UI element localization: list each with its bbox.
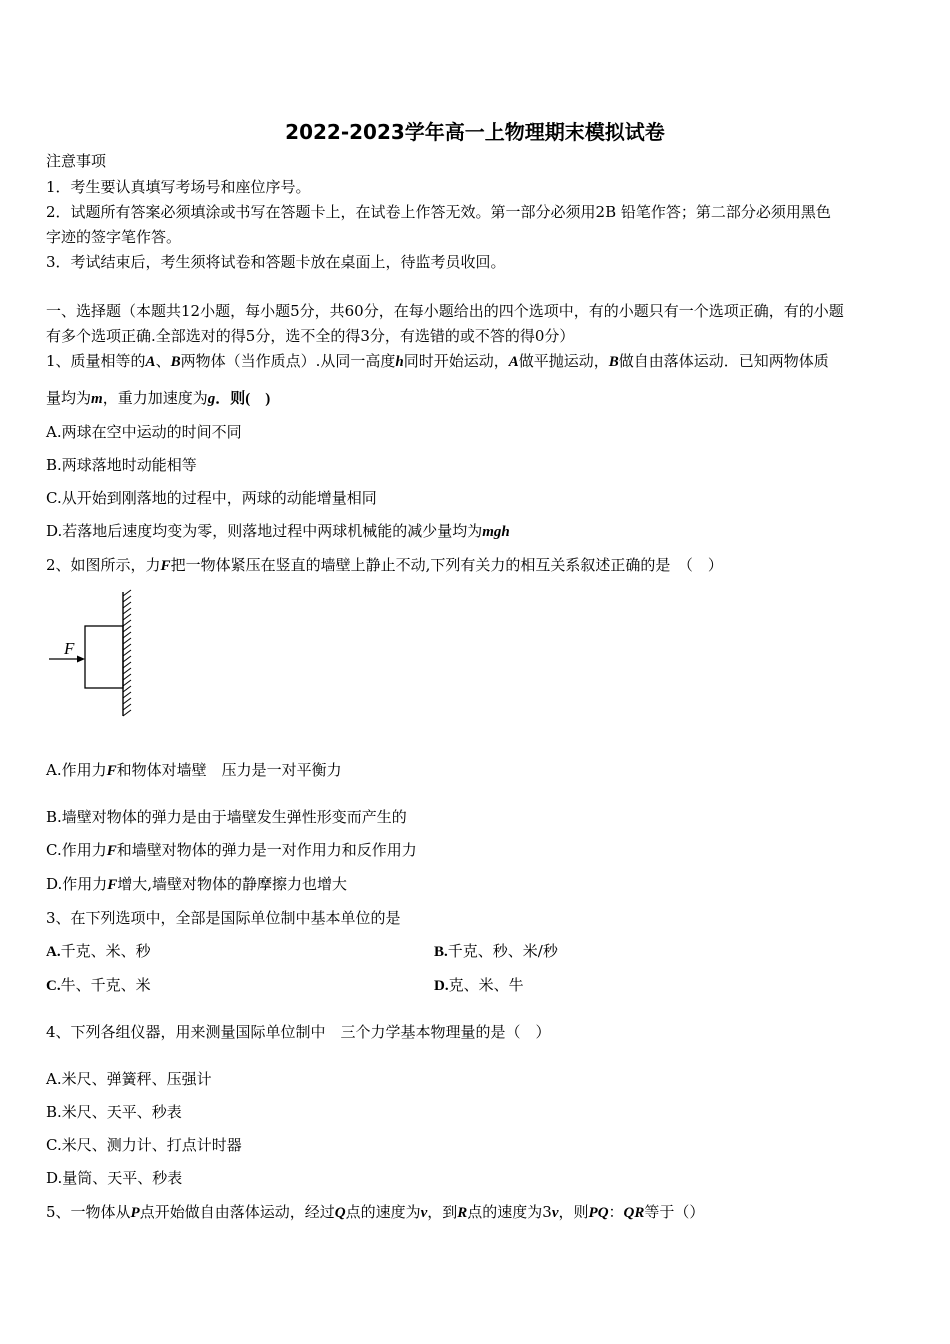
q2-wall-block-figure [46, 588, 146, 723]
q2-stem: 2、如图所示，力F把一物体紧压在竖直的墙壁上静止不动,下列有关力的相互关系叙述正确的是 （ ） [46, 556, 723, 574]
q4-option-d: D.量筒、天平、秒表 [46, 1169, 183, 1187]
notice-item-3: 3．考试结束后，考生须将试卷和答题卡放在桌面上，待监考员收回。 [46, 253, 506, 271]
notice-item-1: 1．考生要认真填写考场号和座位序号。 [46, 178, 311, 196]
force-arrowhead [77, 656, 85, 663]
q1-option-b: B.两球落地时动能相等 [46, 456, 197, 474]
q3-option-c: C.牛、千克、米 [46, 976, 151, 994]
section-instructions-line2: 有多个选项正确.全部选对的得5分，选不全的得3分，有选错的或不答的得0分） [46, 327, 575, 345]
q1-option-a: A.两球在空中运动的时间不同 [46, 423, 242, 441]
q4-stem: 4、下列各组仪器，用来测量国际单位制中 三个力学基本物理量的是（ ） [46, 1023, 551, 1041]
q4-option-c: C.米尺、测力计、打点计时器 [46, 1136, 242, 1154]
q2-option-d: D.作用力F增大,墙壁对物体的静摩擦力也增大 [46, 875, 348, 893]
force-label: F [64, 639, 75, 658]
q2-option-b: B.墙壁对物体的弹力是由于墙壁发生弹性形变而产生的 [46, 808, 407, 826]
q1-stem-line1: 1、质量相等的A、B两物体（当作质点）.从同一高度h同时开始运动，A做平抛运动，B做自由落体运动．已知两物体质 [46, 352, 829, 370]
block [85, 626, 123, 688]
q4-option-a: A.米尺、弹簧秤、压强计 [46, 1070, 212, 1088]
q1-option-d: D.若落地后速度均变为零，则落地过程中两球机械能的减少量均为mgh [46, 522, 510, 540]
q2-option-c: C.作用力F和墙壁对物体的弹力是一对作用力和反作用力 [46, 841, 417, 859]
notice-item-2: 2．试题所有答案必须填涂或书写在答题卡上，在试卷上作答无效。第一部分必须用2B 铅笔作答；第二部分必须用黑色 [46, 203, 831, 221]
q3-stem: 3、在下列选项中，全部是国际单位制中基本单位的是 [46, 909, 401, 927]
q5-stem: 5、一物体从P点开始做自由落体运动，经过Q点的速度为v，到R点的速度为3v，则PQ：QR等于（） [46, 1203, 705, 1221]
wall-hatching [123, 590, 131, 716]
page-title: 2022-2023学年高一上物理期末模拟试卷 [285, 120, 665, 144]
q3-option-a: A.千克、米、秒 [46, 942, 151, 960]
q4-option-b: B.米尺、天平、秒表 [46, 1103, 182, 1121]
q2-option-a: A.作用力F和物体对墙壁 压力是一对平衡力 [46, 761, 342, 779]
section-instructions-line1: 一、选择题（本题共12小题，每小题5分，共60分，在每小题给出的四个选项中，有的小题只有一个选项正确，有的小题 [46, 302, 844, 320]
q3-option-d: D.克、米、牛 [434, 976, 524, 994]
notice-item-2-cont: 字迹的签字笔作答。 [46, 228, 182, 246]
q1-option-c: C.从开始到刚落地的过程中，两球的动能增量相同 [46, 489, 377, 507]
q3-option-b: B.千克、秒、米/秒 [434, 942, 558, 960]
notice-heading: 注意事项 [46, 152, 107, 170]
q1-stem-line2: 量均为m，重力加速度为g．则( ) [46, 389, 271, 407]
